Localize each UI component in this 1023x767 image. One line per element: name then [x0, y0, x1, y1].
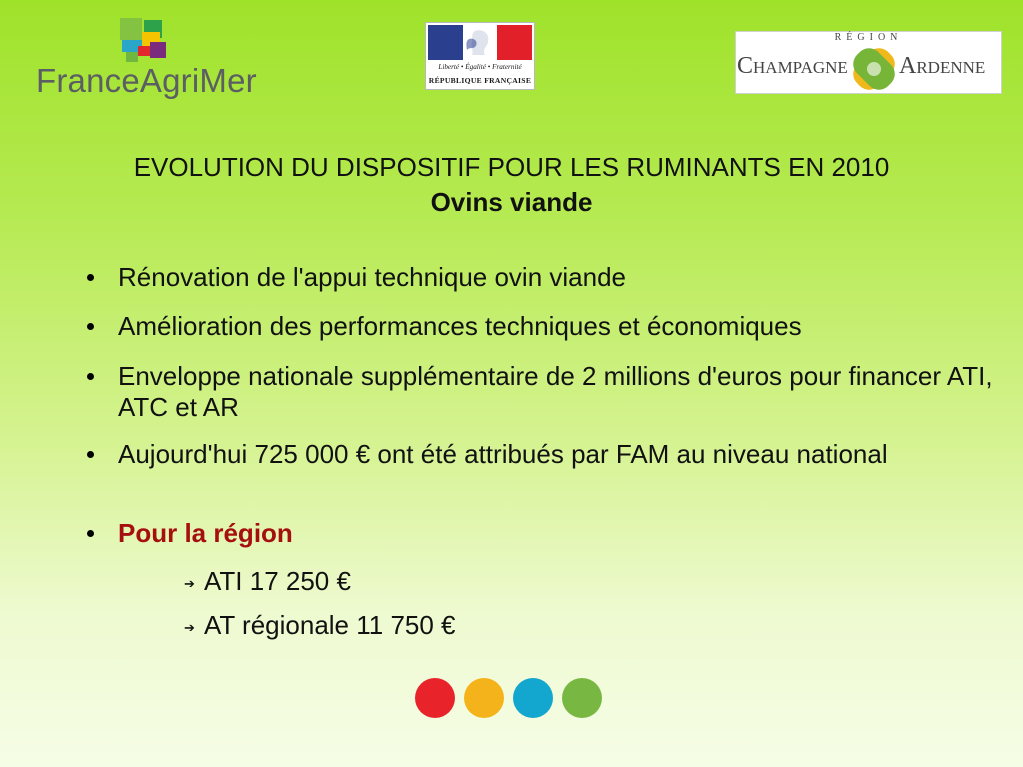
region-champagne-ardenne-logo: [735, 31, 1002, 94]
red-dot-icon: [415, 678, 455, 718]
blue-dot-icon: [513, 678, 553, 718]
arrow-right-icon: ➔: [184, 619, 195, 635]
sub-item-at-regionale: ➔ AT régionale 11 750 €: [184, 610, 456, 643]
bullet-item: Amélioration des performances techniques et économiques: [118, 311, 998, 342]
bullet-dot-icon: [87, 451, 94, 458]
bullet-item-region: Pour la région: [118, 518, 998, 549]
bullet-dot-icon: [87, 530, 94, 537]
decorative-dots: [415, 678, 602, 718]
arrow-right-icon: ➔: [184, 575, 195, 591]
republique-motto: Liberté • Égalité • Fraternité: [438, 63, 522, 71]
franceagrimer-mark-icon: [120, 18, 170, 68]
region-emblem-icon: [850, 46, 898, 92]
bullet-dot-icon: [87, 323, 94, 330]
bullet-item: Aujourd'hui 725 000 € ont été attribués par FAM au niveau national: [118, 439, 998, 470]
region-name-right: ARDENNE: [899, 53, 986, 79]
region-label: RÉGION: [834, 32, 903, 43]
republique-francaise-logo: [425, 22, 535, 90]
bullet-item: Enveloppe nationale supplémentaire de 2 millions d'euros pour financer ATI, ATC et AR: [118, 361, 998, 423]
slide-title: EVOLUTION DU DISPOSITIF POUR LES RUMINANTS EN 2010: [133, 152, 890, 182]
yellow-dot-icon: [464, 678, 504, 718]
french-flag-icon: [428, 25, 532, 60]
franceagrimer-wordmark: FranceAgriMer: [36, 62, 257, 99]
bullet-item: Rénovation de l'appui technique ovin viande: [118, 262, 998, 293]
bullet-dot-icon: [87, 373, 94, 380]
green-dot-icon: [562, 678, 602, 718]
republique-name: RÉPUBLIQUE FRANÇAISE: [428, 76, 532, 85]
sub-item-ati: ➔ ATI 17 250 €: [184, 566, 351, 599]
bullet-dot-icon: [87, 274, 94, 281]
region-name-left: CHAMPAGNE: [737, 53, 848, 79]
slide-subtitle: Ovins viande: [430, 187, 593, 217]
franceagrimer-logo: [36, 18, 257, 104]
